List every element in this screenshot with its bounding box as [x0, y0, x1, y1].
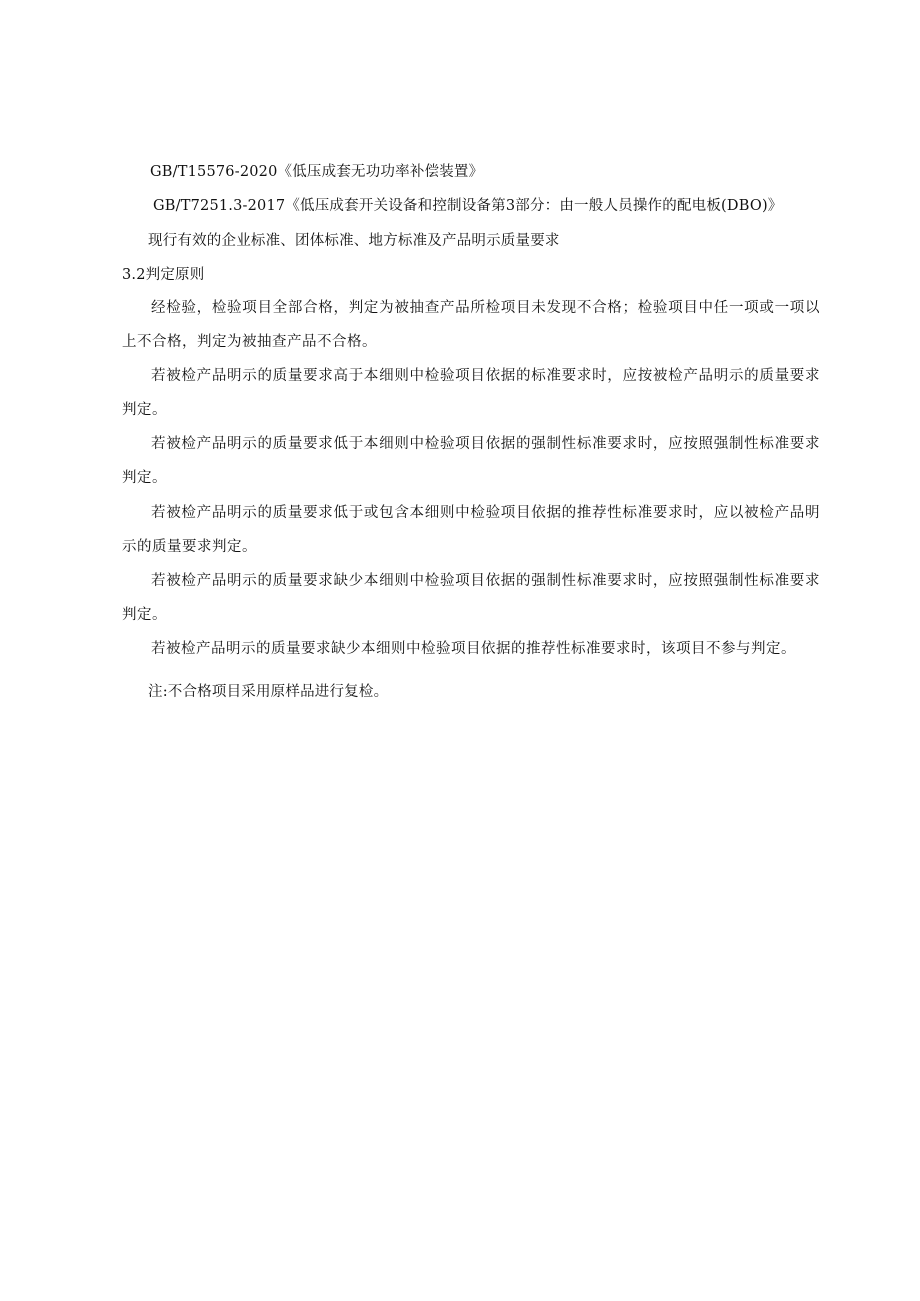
section-heading: 3.2判定原则: [122, 267, 205, 283]
paragraph: 若被检产品明示的质量要求缺少本细则中检验项目依据的推荐性标准要求时，该项目不参与判定。: [151, 641, 796, 657]
paragraph: 若被检产品明示的质量要求低于或包含本细则中检验项目依据的推荐性标准要求时，应以被检产品明示的质量要求判定。: [122, 505, 820, 555]
standard-item: GB/T7251.3-2017《低压成套开关设备和控制设备第3部分：由一般人员操作的配电板(DBO)》: [153, 198, 783, 214]
paragraph: 若被检产品明示的质量要求低于本细则中检验项目依据的强制性标准要求时，应按照强制性标准要求判定。: [122, 436, 820, 486]
paragraph: 若被检产品明示的质量要求缺少本细则中检验项目依据的强制性标准要求时，应按照强制性标准要求判定。: [122, 573, 820, 623]
standard-item: 现行有效的企业标准、团体标准、地方标准及产品明示质量要求: [148, 233, 560, 249]
standard-item: GB/T15576-2020《低压成套无功功率补偿装置》: [150, 164, 484, 180]
note: 注:不合格项目采用原样品进行复检。: [148, 684, 389, 700]
paragraph: 经检验，检验项目全部合格，判定为被抽查产品所检项目未发现不合格；检验项目中任一项或一项以上不合格，判定为被抽查产品不合格。: [122, 300, 820, 350]
paragraph: 若被检产品明示的质量要求高于本细则中检验项目依据的标准要求时，应按被检产品明示的质量要求判定。: [122, 368, 820, 418]
